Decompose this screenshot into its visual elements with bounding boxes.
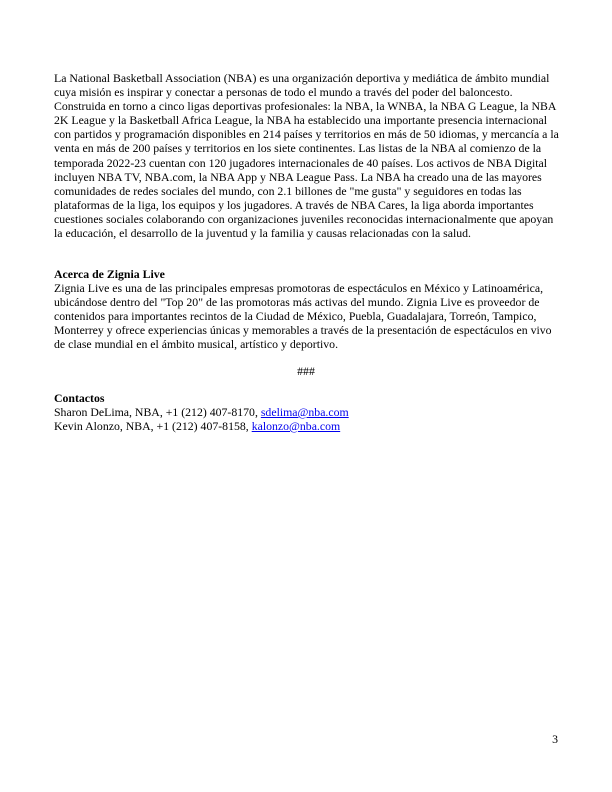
- contacts-heading: Contactos: [54, 391, 105, 405]
- section-separator: ###: [297, 364, 315, 378]
- email-link[interactable]: sdelima@nba.com: [260, 405, 349, 419]
- contact-line: [54, 419, 340, 433]
- zignia-heading: Acerca de Zignia Live: [54, 267, 165, 281]
- contact-line: [54, 405, 349, 419]
- nba-paragraph: La National Basketball Association (NBA) es una organización deportiva y mediática de ámbito mundial cuya misión es inspirar y conectar a personas de todo el mundo a través del poder del baloncesto. Construida en torno a cinco ligas deportivas profesionales: la NBA, la WNBA, la NBA G League, la NBA 2K League y la Basketball Africa League, la NBA ha establecido una importante presencia internacional con partidos y programación disponibles en 214 países y territorios en más de 50 idiomas, y mercancía a la venta en más de 200 países y territorios en los siete continentes. Las listas de la NBA al comienzo de la temporada 2022-23 cuentan con 120 jugadores internacionales de 40 países. Los activos de NBA Digital incluyen NBA TV, NBA.com, la NBA App y NBA League Pass. La NBA ha creado una de las mayores comunidades de redes sociales del mundo, con 2.1 billones de "me gusta" y seguidores en todas las plataformas de la liga, los equipos y los jugadores. A través de NBA Cares, la liga aborda importantes cuestiones sociales colaborando con organizaciones juveniles reconocidas internacionalmente que apoyan la educación, el desarrollo de la juventud y la familia y causas relacionadas con la salud.: [54, 71, 559, 241]
- zignia-paragraph: Zignia Live es una de las principales empresas promotoras de espectáculos en México y Latinoamérica, ubicándose dentro del "Top 20" de las promotoras más activas del mundo. Zignia Live es proveedor de contenidos para importantes recintos de la Ciudad de México, Puebla, Guadalajara, Torreón, Tampico, Monterrey y ofrece experiencias únicas y memorables a través de la presentación de espectáculos en vivo de clase mundial en el ámbito musical, artístico y deportivo.: [54, 281, 552, 352]
- email-link[interactable]: kalonzo@nba.com: [251, 419, 341, 433]
- page-number: 3: [552, 732, 558, 746]
- contact-details: Sharon DeLima, NBA, +1 (212) 407-8170,: [54, 405, 261, 419]
- contact-details: Kevin Alonzo, NBA, +1 (212) 407-8158,: [54, 419, 252, 433]
